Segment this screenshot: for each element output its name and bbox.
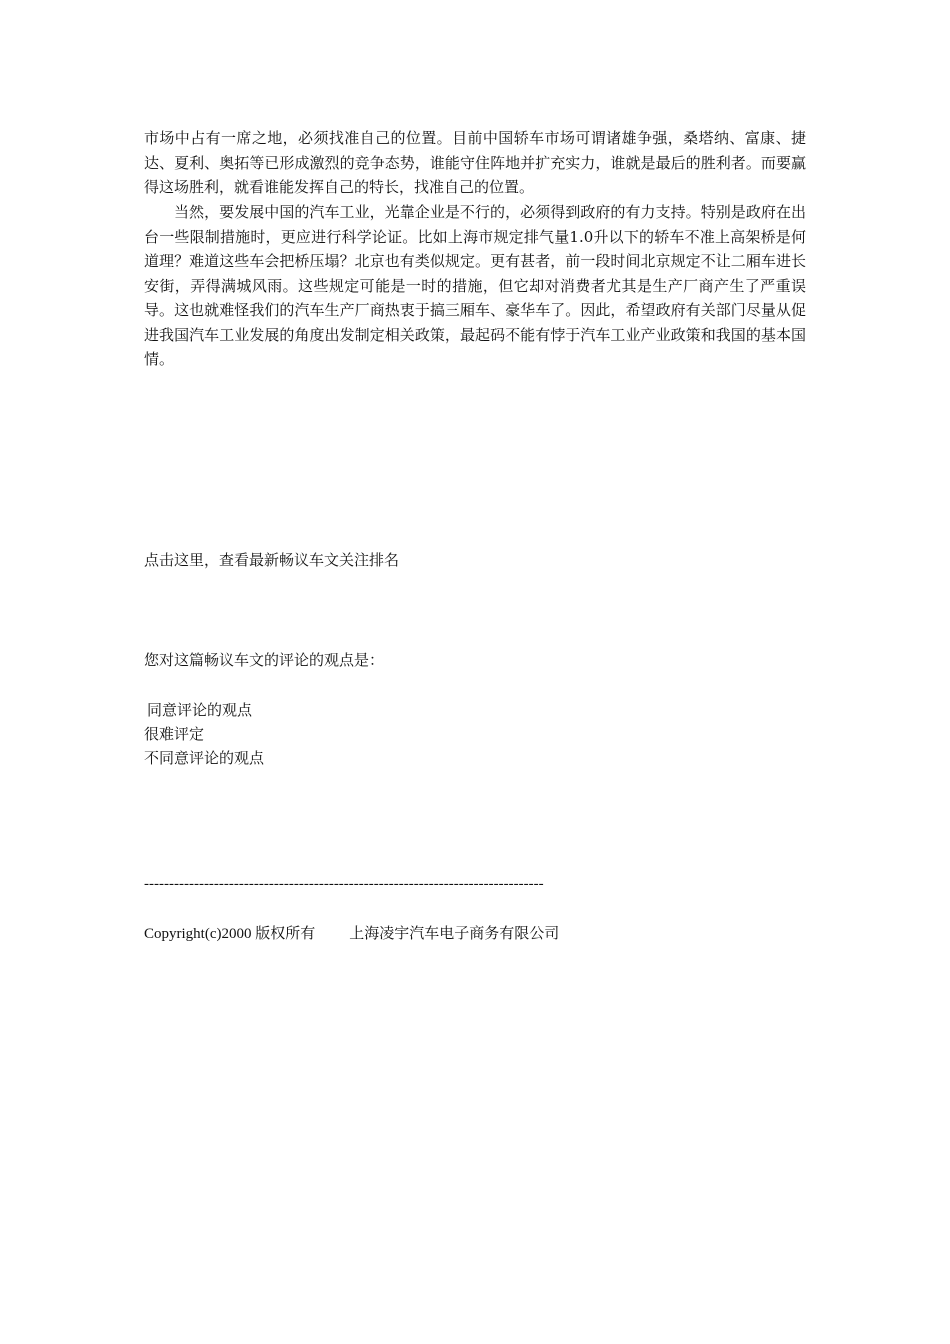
company-name: 上海凌宇汽车电子商务有限公司: [349, 926, 560, 942]
article-paragraph-2: 当然，要发展中国的汽车工业，光靠企业是不行的，必须得到政府的有力支持。特别是政府在出台一些限制措施时，更应进行科学论证。比如上海市规定排气量1.0升以下的轿车不准上高架桥是何道理？难道这些车会把桥压塌？北京也有类似规定。更有甚者，前一段时间北京规定不让二厢车进长安街，弄得满城风雨。这些规定可能是一时的措施，但它却对消费者尤其是生产厂商产生了严重误导。这也就难怪我们的汽车生产厂商热衷于搞三厢车、豪华车了。因此，希望政府有关部门尽量从促进我国汽车工业发展的角度出发制定相关政策，最起码不能有悖于汽车工业产业政策和我国的基本国情。: [144, 203, 806, 368]
ranking-link[interactable]: 点击这里，查看最新畅议车文关注排名: [144, 551, 400, 569]
footer-divider: --------------------------------------------------------------------------------: [144, 876, 544, 892]
article-paragraph-1: 市场中占有一席之地，必须找准自己的位置。目前中国轿车市场可谓诸雄争强，桑塔纳、富康、捷达、夏利、奥拓等已形成激烈的竞争态势，谁能守住阵地并扩充实力，谁就是最后的胜利者。而要赢得这场胜利，就看谁能发挥自己的特长，找准自己的位置。: [144, 129, 806, 196]
poll-option-disagree[interactable]: 不同意评论的观点: [144, 749, 265, 767]
copyright-notice: Copyright(c)2000 版权所有: [144, 926, 316, 942]
poll-option-undecided[interactable]: 很难评定: [144, 725, 205, 743]
poll-question: 您对这篇畅议车文的评论的观点是：: [144, 651, 385, 669]
poll-option-agree[interactable]: 同意评论的观点: [147, 701, 253, 719]
footer-copyright: [144, 922, 559, 946]
